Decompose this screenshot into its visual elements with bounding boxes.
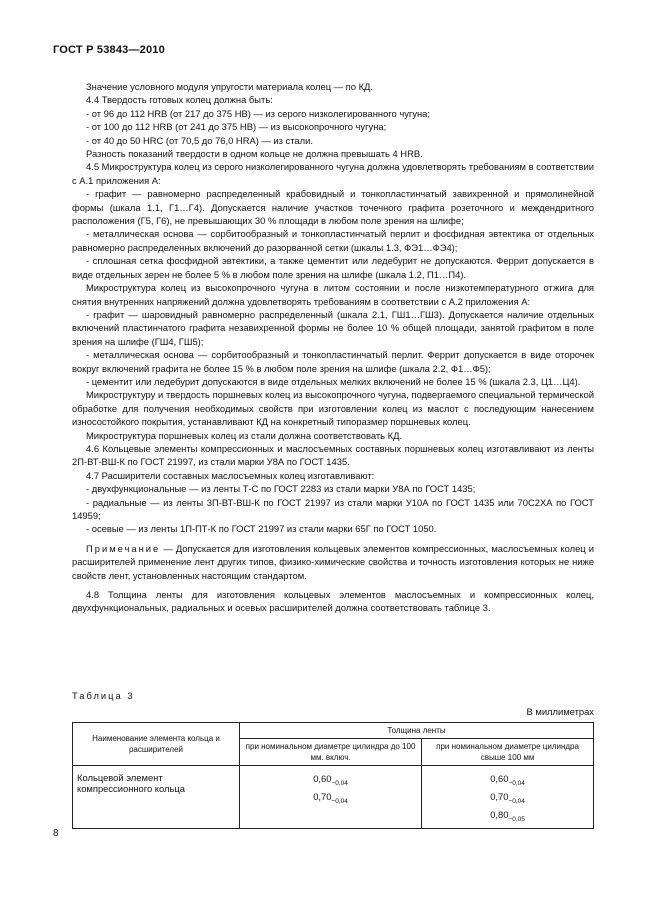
list-item: - графит — шаровидный равномерно распределенный (шкала 2.1, ГШ1…ГШ3). Допускается наличие отдельных включений пластинчатого графита незавихренной формы не более 10 % общей площади, занятой графитом в поле зрения на шлифе (ГШ4, ГШ5);	[72, 308, 594, 347]
values-over-100	[422, 766, 594, 829]
list-item: - цементит или ледебурит допускаются в виде отдельных мелких включений не более 15 % (шкала 2.3, Ц1…Ц4).	[86, 375, 581, 387]
col-header-over-100: при номинальном диаметре цилиндра свыше 100 мм	[422, 739, 594, 766]
paragraph: Значение условного модуля упругости материала колец — по КД.	[86, 81, 373, 92]
group-header-thickness: Толщина ленты	[240, 723, 594, 739]
page-number: 8	[53, 828, 59, 839]
list-item: - сплошная сетка фосфидной эвтектики, а также цементит или ледебурит не допускаются. Феррит допускается в виде отдельных зерен не более 5 % в любом поле зрения на шлифе (шкала 1.2, П1…П4).	[72, 255, 594, 280]
list-item: - металлическая основа — сорбитообразный и тонкопластинчатый перлит. Феррит допускается в виде оторочек вокруг включений графита не более 15 % в любом поле зрения на шлифе (шкала 2.2, Ф1…Ф5);	[72, 349, 594, 374]
list-item: - от 100 до 112 HRB (от 241 до 375 HB) — из высокопрочного чугуна;	[86, 121, 387, 133]
paragraph: Микроструктура поршневых колец из стали должна соответствовать КД.	[86, 429, 403, 441]
value-cell: $0,60_{-0,04}$	[313, 773, 348, 787]
paragraph: 4.8 Толщина ленты для изготовления кольцевых элементов маслосъемных и компрессионных колец, двухфункциональных, радиальных и осевых расширителей должна соответствовать таблице 3.	[72, 589, 594, 614]
list-item: - металлическая основа — сорбитообразный и тонкопластинчатый перлит и фосфидная эвтектика от отдельных равномерно распределенных включений до разорванной сетки (шкалы 1.3, ФЭ1…ФЭ4);	[72, 228, 594, 253]
document-header: ГОСТ Р 53843—2010	[53, 44, 165, 56]
list-item: - двухфункциональные — из ленты Т-С по ГОСТ 2283 из стали марки У8А по ГОСТ 1435;	[86, 483, 476, 495]
note-label: Примечание	[86, 542, 161, 554]
paragraph: 4.4 Твердость готовых колец должна быть:	[86, 94, 273, 106]
document-body	[72, 80, 594, 615]
table-caption: Таблица 3	[72, 690, 135, 701]
paragraph: 4.7 Расширители составных маслосъемных колец изготавливают:	[86, 469, 375, 481]
paragraph: Разность показаний твердости в одном кольце не должна превышать 4 HRB.	[86, 148, 423, 160]
thickness-table	[72, 722, 594, 829]
paragraph: Микроструктура колец из высокопрочного чугуна в литом состоянии и после низкотемпературного отжига для снятия внутренних напряжений должна удовлетворять требованиям в соответствии с А.2 приложения А:	[72, 282, 594, 307]
note-text: — Допускается для изготовления кольцевых элементов компрессионных, маслосъемных колец и расширителей применение лент других типов, физико-химические свойства и точность изготовления которых не ниже свойств лент, установленных настоящим стандартом.	[72, 542, 594, 581]
values-up-to-100	[240, 766, 422, 829]
row-name: Кольцевой элемент компрессионного кольца	[73, 766, 240, 829]
list-item: - графит — равномерно распределенный крабовидный и тонкопластинчатый завихренной и прямолинейной формы (шкала 1.1, Г1…Г4). Допускается наличие участков точечного графита розеточного и междендритного расположения (Г5, Г6), не превышающих 30 % площади в любом поле зрения на шлифе;	[72, 188, 594, 227]
list-item: - от 40 до 50 HRC (от 70,5 до 76,0 HRA) — из стали.	[86, 134, 313, 146]
value-cell: $0,60_{-0,04}$	[490, 773, 525, 787]
list-item: - радиальные — из ленты 3П-ВТ-ВШ-К по ГОСТ 21997 из стали марки У10А по ГОСТ 1435 или 70С2ХА по ГОСТ 14959;	[72, 496, 594, 521]
paragraph: 4.5 Микроструктура колец из серого низколегированного чугуна должна удовлетворять требованиям в соответствии с А.1 приложения А:	[72, 161, 594, 186]
list-item: - от 96 до 112 HRB (от 217 до 375 HB) — из серого низколегированного чугуна;	[86, 107, 431, 119]
col-header-up-to-100: при номинальном диаметре цилиндра до 100 мм. включ.	[240, 739, 422, 766]
col-header-element: Наименование элемента кольца и расширителей	[73, 723, 240, 766]
table-units: В миллиметрах	[526, 706, 594, 717]
paragraph: 4.6 Кольцевые элементы компрессионных и маслосъемных составных поршневых колец изготавливают из ленты 2П-ВТ-ВШ-К по ГОСТ 21997, из стали марки У8А по ГОСТ 1435.	[72, 442, 594, 468]
list-item: - осевые — из ленты 1П-ПТ-К по ГОСТ 21997 из стали марки 65Г по ГОСТ 1050.	[86, 523, 437, 535]
value-cell: $0,80_{-0,05}$	[490, 808, 525, 823]
value-cell: $0,70_{-0,04}$	[490, 790, 525, 805]
paragraph: Микроструктуру и твердость поршневых колец из высокопрочного чугуна, подвергаемого специальной термической обработке для получения необходимых свойств при изготовлении колец из маслот с последующим нанесением износостойкого покрытия, устанавливают КД на конкретный типоразмер поршневых колец.	[72, 389, 594, 428]
note	[72, 542, 594, 582]
value-cell: $0,70_{-0,04}$	[313, 790, 348, 805]
table-row	[73, 766, 594, 829]
